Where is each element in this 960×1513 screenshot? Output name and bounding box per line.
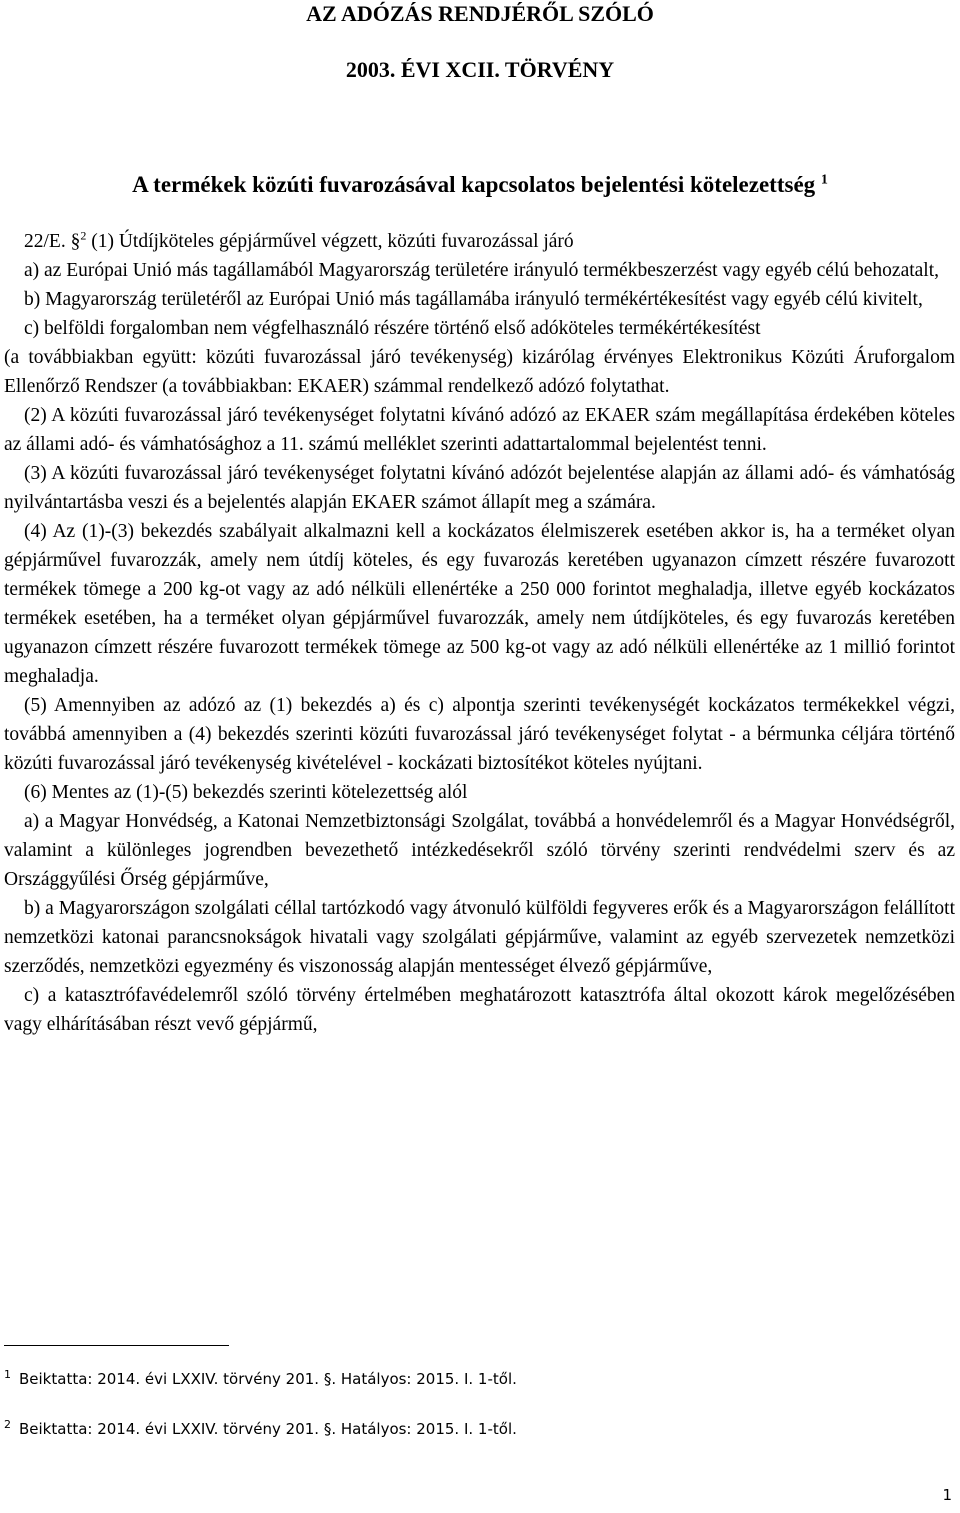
paragraph: (2) A közúti fuvarozással járó tevékenységet folytatni kívánó adózó az EKAER szám megállapítása érdekében köteles az állami adó- és vámhatósághoz a 11. számú melléklet szerinti adattartalommal bejelentést tenni. [4, 405, 955, 455]
footnote-text: Beiktatta: 2014. évi LXXIV. törvény 201. §. Hatályos: 2015. I. 1-től. [19, 1420, 517, 1438]
footnote [4, 1369, 517, 1389]
paragraph: (3) A közúti fuvarozással járó tevékenységet folytatni kívánó adózót bejelentése alapján az állami adó- és vámhatóság nyilvántartásba veszi és a bejelentés alapján EKAER számot állapít meg a számára. [4, 463, 955, 513]
document-title-line2: 2003. ÉVI XCII. TÖRVÉNY [345, 57, 615, 82]
paragraph-point: b) Magyarország területéről az Európai Unió más tagállamába irányuló termékértékesítést vagy egyéb célú kivitelt, [24, 289, 923, 310]
footnote-mark: 1 [4, 1368, 11, 1381]
paragraph-text: (1) Útdíjköteles gépjárművel végzett, közúti fuvarozással járó [91, 231, 574, 252]
document-title-line1: AZ ADÓZÁS RENDJÉRŐL SZÓLÓ [306, 1, 654, 26]
paragraph: (4) Az (1)-(3) bekezdés szabályait alkalmazni kell a kockázatos élelmiszerek esetében akkor is, ha a terméket olyan gépjárművel fuvarozzák, amely nem útdíj köteles, és egy fuvarozás keretében ugyanazon címzett részére fuvarozott termékek tömege a 200 kg-ot vagy az adó nélküli ellenértéke a 250 000 forintot meghaladja, illetve egyéb kockázatos termékek esetében, ha a terméket olyan gépjárművel fuvarozzák, amely nem útdíjköteles, és egy fuvarozás keretében ugyanazon címzett részére fuvarozott termékek tömege az 500 kg-ot vagy az adó nélküli ellenértéke az 1 millió forintot meghaladja. [4, 521, 955, 687]
footnote-reference: 1 [820, 172, 828, 188]
page-number: 1 [942, 1486, 952, 1504]
paragraph-point: a) a Magyar Honvédség, a Katonai Nemzetbiztonsági Szolgálat, továbbá a honvédelemről és a Magyar Honvédségről, valamint a különleges jogrendben bevezethető intézkedésekről szóló törvény szerinti rendvédelmi szerv és az Országgyűlési Őrség gépjárműve, [4, 811, 955, 890]
paragraph-point: a) az Európai Unió más tagállamából Magyarország területére irányuló termékbeszerzést vagy egyéb célú behozatalt, [24, 260, 940, 281]
footnote-mark: 2 [4, 1418, 11, 1431]
paragraph-1-intro [4, 227, 955, 256]
paragraph: (5) Amennyiben az adózó az (1) bekezdés a) és c) alpontja szerinti tevékenységét kockázatos termékekkel végzi, továbbá amennyiben a (4) bekezdés szerinti közúti fuvarozással járó tevékenységet folytat - a bérmunka céljára történő közúti fuvarozással járó tevékenység kivételével - kockázati biztosítékot köteles nyújtani. [4, 695, 955, 774]
paragraph-continuation: (a továbbiakban együtt: közúti fuvarozással járó tevékenység) kizárólag érvényes Elektronikus Közúti Áruforgalom Ellenőrző Rendszer (a továbbiakban: EKAER) számmal rendelkező adózó folytathat. [4, 347, 955, 397]
footnote-text: Beiktatta: 2014. évi LXXIV. törvény 201. §. Hatályos: 2015. I. 1-től. [19, 1370, 517, 1388]
footnote-divider [4, 1345, 229, 1346]
paragraph: (6) Mentes az (1)-(5) bekezdés szerinti kötelezettség alól [24, 782, 468, 803]
footnote [4, 1419, 517, 1439]
paragraph-point: b) a Magyarországon szolgálati céllal tartózkodó vagy átvonuló külföldi fegyveres erők és a Magyarországon felállított nemzetközi katonai parancsnokságok hivatali vagy szolgálati gépjárműve, valamint az egyéb szervezetek nemzetközi szerződés, nemzetközi egyezmény és viszonosság alapján mentességet élvező gépjárműve, [4, 898, 955, 977]
paragraph-point: c) belföldi forgalomban nem végfelhasználó részére történő első adóköteles termékértékesítést [24, 318, 761, 339]
section-number: 22/E. § [24, 231, 81, 252]
section-body [4, 227, 955, 1039]
footnote-reference: 2 [80, 228, 87, 243]
paragraph-point: c) a katasztrófavédelemről szóló törvény értelmében meghatározott katasztrófa által okozott károk megelőzésében vagy elhárításában részt vevő gépjármű, [4, 985, 955, 1035]
section-heading [0, 170, 960, 200]
section-heading-text: A termékek közúti fuvarozásával kapcsolatos bejelentési kötelezettség [132, 172, 816, 197]
